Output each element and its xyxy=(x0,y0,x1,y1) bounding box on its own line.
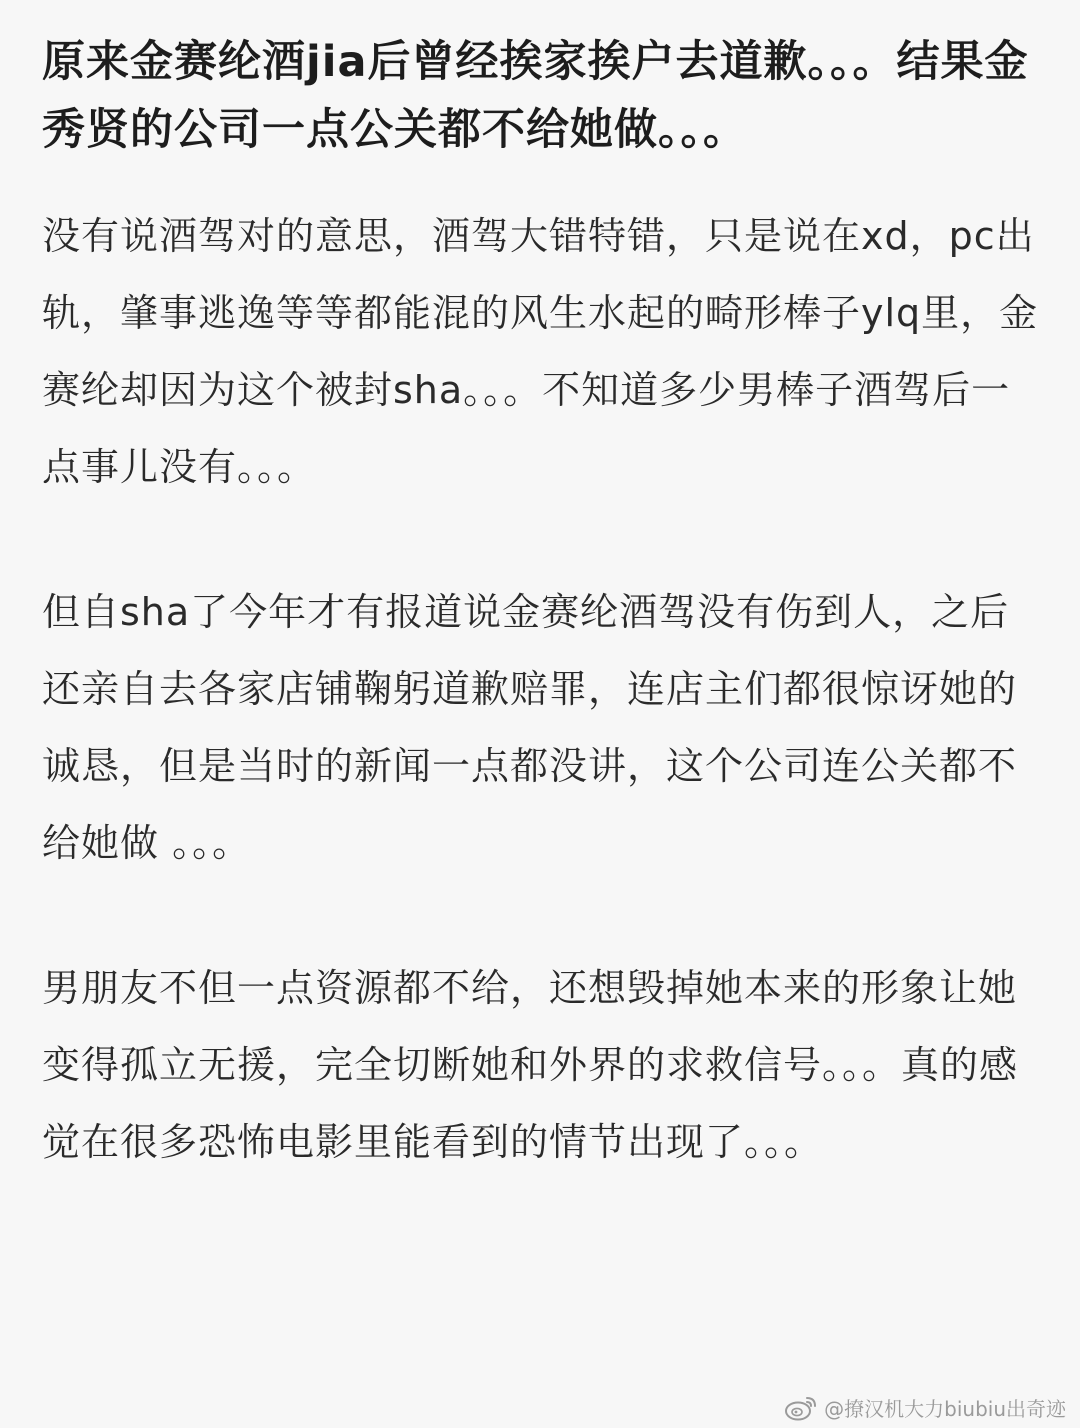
post-paragraph-1: 没有说酒驾对的意思，酒驾大错特错，只是说在xd，pc出轨，肇事逃逸等等都能混的风生水起的畸形棒子ylq里，金赛纶却因为这个被封sha。。。不知道多少男棒子酒驾后一点事儿没有。。。 xyxy=(42,214,1039,489)
weibo-icon xyxy=(784,1395,818,1421)
post-title: 原来金赛纶酒jia后曾经挨家挨户去道歉。。。结果金秀贤的公司一点公关都不给她做。。。 xyxy=(42,37,1029,155)
weibo-watermark xyxy=(784,1393,1066,1422)
post-content xyxy=(42,28,1042,1181)
paragraph-gap xyxy=(42,882,1042,950)
post-paragraph-3: 男朋友不但一点资源都不给，还想毁掉她本来的形象让她变得孤立无援，完全切断她和外界的求救信号。。。真的感觉在很多恐怖电影里能看到的情节出现了。。。 xyxy=(42,966,1019,1164)
paragraph-gap xyxy=(42,506,1042,574)
post-paragraph-2: 但自sha了今年才有报道说金赛纶酒驾没有伤到人，之后还亲自去各家店铺鞠躬道歉赔罪，连店主们都很惊讶她的诚恳，但是当时的新闻一点都没讲，这个公司连公关都不给她做 。。。 xyxy=(42,590,1018,865)
watermark-text: @撩汉机大力biubiu出奇迹 xyxy=(824,1397,1066,1421)
